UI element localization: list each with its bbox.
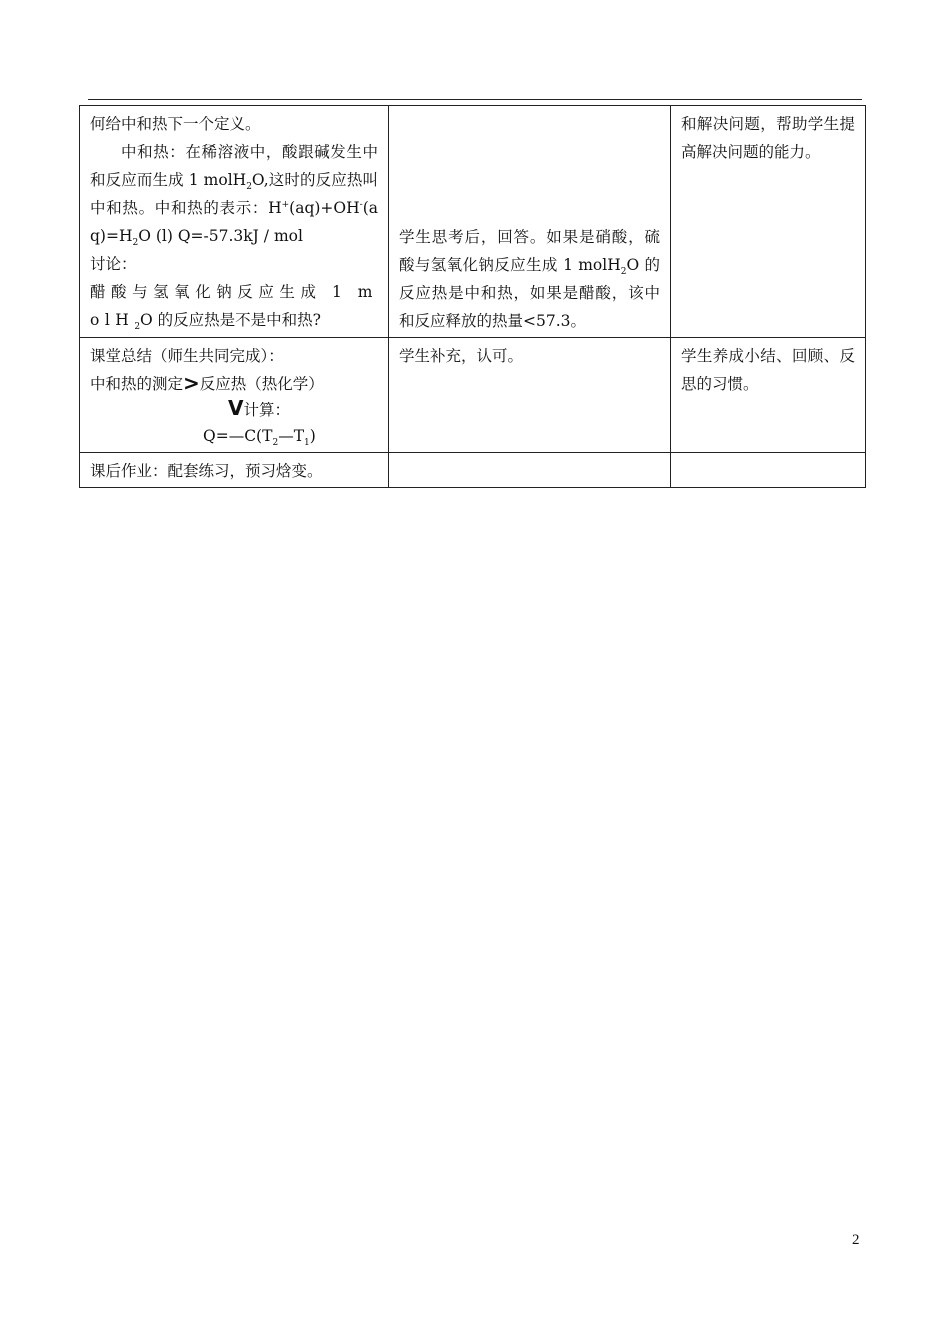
lesson-plan-table (79, 105, 866, 488)
table-row (80, 106, 866, 338)
design-intent-cell: 和解决问题，帮助学生提高解决问题的能力。 (671, 106, 866, 338)
student-summary-cell: 学生补充，认可。 (389, 338, 671, 453)
neutralization-heat-definition: 中和热：在稀溶液中，酸跟碱发生中和反应而生成 1 molH$_2$O,这时的反应热叫中和热。中和热的表示：$H^+(aq)+OH^-(aq)=H_2O$ (l) Q=-57.3kJ / mol (90, 143, 378, 249)
student-answer: 学生思考后，回答。如果是硝酸，硫酸与氢氧化钠反应生成 1 molH$_2$O 的反应热是中和热，如果是醋酸，该中和反应释放的热量<57.3。 (399, 228, 660, 330)
summary-calc: V计算： (228, 396, 290, 420)
teacher-activity-cell (80, 106, 389, 338)
arrow-right-icon: > (183, 371, 200, 395)
summary-cell (80, 338, 389, 453)
table-row (80, 338, 866, 453)
header-rule (88, 99, 862, 100)
page-number: 2 (852, 1232, 860, 1248)
homework-cell: 课后作业：配套练习，预习焓变。 (80, 453, 389, 488)
heat-formula: $Q=—C(T_2—T_1)$ (203, 427, 316, 449)
summary-title: 课堂总结（师生共同完成）： (90, 347, 284, 365)
empty-cell (389, 453, 671, 488)
definition-prompt: 何给中和热下一个定义。 (90, 115, 261, 133)
discussion-question: 醋酸与氢氧化钠反应生成 1 molH$_2$O 的反应热是不是中和热? (90, 283, 378, 333)
summary-intent-cell: 学生养成小结、回顾、反思的习惯。 (671, 338, 866, 453)
empty-cell (671, 453, 866, 488)
arrow-down-icon: V (228, 396, 244, 420)
summary-flow: 中和热的测定>反应热（热化学） (90, 371, 324, 395)
student-activity-cell (389, 106, 671, 338)
table-row (80, 453, 866, 488)
discussion-label: 讨论： (90, 255, 137, 273)
